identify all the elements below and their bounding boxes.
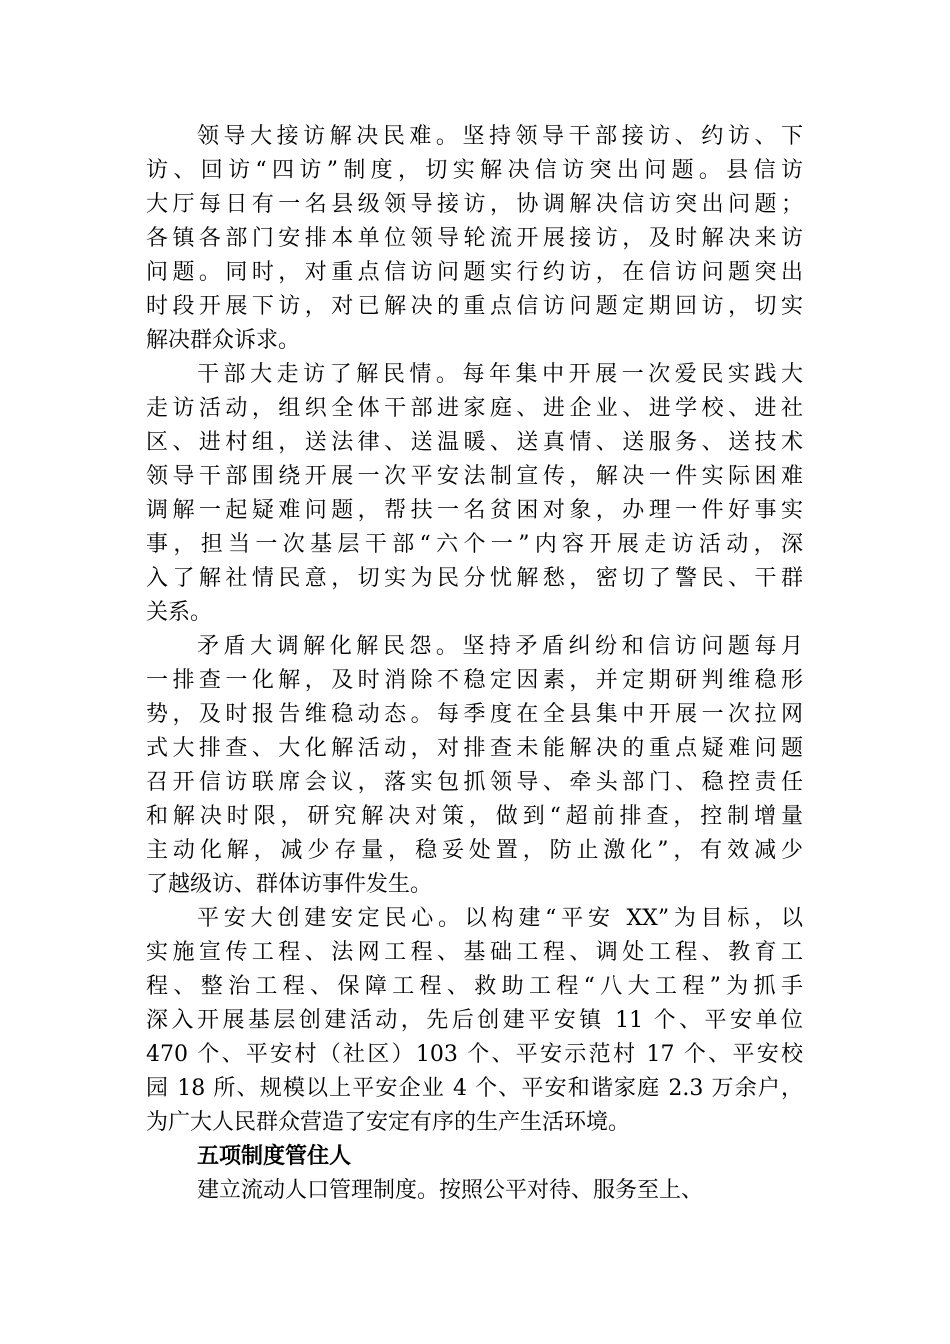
text-line: 解决群众诉求。 bbox=[146, 328, 301, 353]
text-line: 深入开展基层创建活动，先后创建平安镇 11 个、平安单位 bbox=[146, 1008, 803, 1033]
text-line: 为广大人民群众营造了安定有序的生产生活环境。 bbox=[146, 1110, 631, 1135]
text-line: 调解一起疑难问题，帮扶一名贫困对象，办理一件好事实 bbox=[146, 498, 803, 523]
text-line: 各镇各部门安排本单位领导轮流开展接访，及时解决来访 bbox=[146, 226, 803, 251]
text-line: 平安大创建安定民心。以构建“平安 XX”为目标，以 bbox=[197, 906, 803, 931]
paragraph-safety-creation bbox=[146, 902, 803, 1140]
text-line: 园 18 所、规模以上平安企业 4 个、平安和谐家庭 2.3 万余户， bbox=[146, 1076, 803, 1101]
text-line: 势，及时报告维稳动态。每季度在全县集中开展一次拉网 bbox=[146, 702, 803, 727]
text-line: 时段开展下访，对已解决的重点信访问题定期回访，切实 bbox=[146, 294, 803, 319]
text-line: 干部大走访了解民情。每年集中开展一次爱民实践大 bbox=[197, 362, 803, 387]
document-page bbox=[146, 120, 803, 1208]
paragraph-floating-population bbox=[146, 1174, 803, 1208]
text-line: 大厅每日有一名县级领导接访，协调解决信访突出问题； bbox=[146, 192, 803, 217]
text-line: 领导干部围绕开展一次平安法制宣传，解决一件实际困难 bbox=[146, 464, 803, 489]
text-line: 式大排查、大化解活动，对排查未能解决的重点疑难问题 bbox=[146, 736, 803, 761]
text-line: 事，担当一次基层干部“六个一”内容开展走访活动，深 bbox=[146, 532, 803, 557]
text-line: 入了解社情民意，切实为民分忧解愁，密切了警民、干群 bbox=[146, 566, 803, 591]
text-line: 了越级访、群体访事件发生。 bbox=[146, 872, 433, 897]
text-line: 建立流动人口管理制度。按照公平对待、服务至上、 bbox=[197, 1178, 704, 1203]
text-line: 实施宣传工程、法网工程、基础工程、调处工程、教育工 bbox=[146, 940, 803, 965]
text-line: 区、进村组，送法律、送温暖、送真情、送服务、送技术 bbox=[146, 430, 803, 455]
text-line: 和解决时限，研究解决对策，做到“超前排查，控制增量 bbox=[146, 804, 803, 829]
text-line: 访、回访“四访”制度，切实解决信访突出问题。县信访 bbox=[146, 158, 803, 183]
paragraph-cadre-visits bbox=[146, 358, 803, 630]
text-line: 矛盾大调解化解民怨。坚持矛盾纠纷和信访问题每月 bbox=[197, 634, 803, 659]
text-line: 一排查一化解，及时消除不稳定因素，并定期研判维稳形 bbox=[146, 668, 803, 693]
text-line: 走访活动，组织全体干部进家庭、进企业、进学校、进社 bbox=[146, 396, 803, 421]
text-line: 主动化解，减少存量，稳妥处置，防止激化”，有效减少 bbox=[146, 838, 803, 863]
section-heading: 五项制度管住人 bbox=[197, 1144, 352, 1169]
text-line: 470 个、平安村（社区）103 个、平安示范村 17 个、平安校 bbox=[146, 1042, 803, 1067]
text-line: 领导大接访解决民难。坚持领导干部接访、约访、下 bbox=[197, 124, 803, 149]
paragraph-conflict-mediation bbox=[146, 630, 803, 902]
paragraph-leader-reception bbox=[146, 120, 803, 358]
text-line: 程、整治工程、保障工程、救助工程“八大工程”为抓手 bbox=[146, 974, 803, 999]
text-line: 关系。 bbox=[146, 600, 213, 625]
text-line: 问题。同时，对重点信访问题实行约访，在信访问题突出 bbox=[146, 260, 803, 285]
text-line: 召开信访联席会议，落实包抓领导、牵头部门、稳控责任 bbox=[146, 770, 803, 795]
